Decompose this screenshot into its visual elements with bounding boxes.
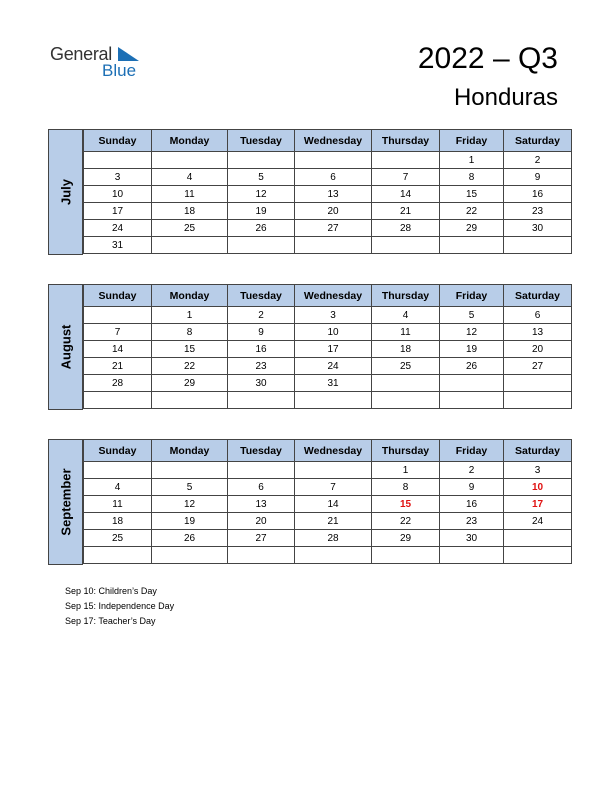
day-cell: 17 <box>504 496 572 513</box>
day-cell <box>295 547 372 564</box>
day-cell <box>228 392 295 409</box>
day-cell: 28 <box>84 375 152 392</box>
day-cell: 7 <box>295 479 372 496</box>
day-cell: 1 <box>372 462 440 479</box>
holiday-note: Sep 17: Teacher’s Day <box>65 616 156 626</box>
day-cell: 25 <box>84 530 152 547</box>
day-cell: 22 <box>152 358 228 375</box>
day-cell: 24 <box>504 513 572 530</box>
logo <box>50 44 150 84</box>
day-cell: 20 <box>504 341 572 358</box>
weekday-header-wednesday: Wednesday <box>295 130 372 152</box>
day-cell <box>295 462 372 479</box>
day-cell: 4 <box>372 307 440 324</box>
day-cell <box>295 237 372 254</box>
week-row <box>84 203 572 220</box>
weekday-header-thursday: Thursday <box>372 440 440 462</box>
week-row <box>84 547 572 564</box>
day-cell: 3 <box>84 169 152 186</box>
day-cell: 13 <box>504 324 572 341</box>
day-cell <box>372 547 440 564</box>
day-cell: 30 <box>504 220 572 237</box>
day-cell <box>372 237 440 254</box>
weekday-header-friday: Friday <box>440 130 504 152</box>
day-cell: 8 <box>152 324 228 341</box>
weekday-header-sunday: Sunday <box>84 440 152 462</box>
month-table <box>83 439 572 564</box>
day-cell: 29 <box>152 375 228 392</box>
day-cell: 16 <box>440 496 504 513</box>
day-cell: 3 <box>295 307 372 324</box>
day-cell: 10 <box>504 479 572 496</box>
month-tab <box>48 129 83 255</box>
day-cell: 6 <box>228 479 295 496</box>
logo-triangle-icon <box>118 47 139 61</box>
weekday-header-monday: Monday <box>152 285 228 307</box>
day-cell: 3 <box>504 462 572 479</box>
weekday-header-saturday: Saturday <box>504 130 572 152</box>
day-cell: 19 <box>228 203 295 220</box>
month-tab <box>48 284 83 410</box>
week-row <box>84 324 572 341</box>
day-cell <box>228 152 295 169</box>
day-cell: 16 <box>228 341 295 358</box>
day-cell: 13 <box>228 496 295 513</box>
day-cell: 4 <box>84 479 152 496</box>
day-cell: 1 <box>152 307 228 324</box>
week-row <box>84 496 572 513</box>
month-label: September <box>58 468 73 536</box>
day-cell: 31 <box>295 375 372 392</box>
day-cell <box>84 152 152 169</box>
week-row <box>84 307 572 324</box>
day-cell: 19 <box>440 341 504 358</box>
weekday-header-row <box>84 440 572 462</box>
day-cell: 24 <box>84 220 152 237</box>
weekday-header-sunday: Sunday <box>84 285 152 307</box>
day-cell: 29 <box>440 220 504 237</box>
day-cell: 16 <box>504 186 572 203</box>
weekday-header-tuesday: Tuesday <box>228 440 295 462</box>
day-cell <box>504 530 572 547</box>
day-cell: 18 <box>152 203 228 220</box>
day-cell <box>440 547 504 564</box>
day-cell <box>504 392 572 409</box>
month-block-august <box>48 284 564 410</box>
day-cell: 9 <box>504 169 572 186</box>
day-cell: 2 <box>440 462 504 479</box>
weekday-header-monday: Monday <box>152 130 228 152</box>
day-cell: 14 <box>295 496 372 513</box>
day-cell <box>504 547 572 564</box>
day-cell: 5 <box>228 169 295 186</box>
month-table <box>83 284 572 409</box>
day-cell: 28 <box>372 220 440 237</box>
day-cell: 11 <box>372 324 440 341</box>
day-cell: 2 <box>504 152 572 169</box>
day-cell: 21 <box>295 513 372 530</box>
day-cell: 12 <box>440 324 504 341</box>
day-cell: 17 <box>84 203 152 220</box>
day-cell: 14 <box>84 341 152 358</box>
holiday-notes <box>65 584 174 629</box>
day-cell: 26 <box>152 530 228 547</box>
day-cell: 15 <box>152 341 228 358</box>
day-cell <box>440 237 504 254</box>
day-cell <box>440 375 504 392</box>
weekday-header-friday: Friday <box>440 440 504 462</box>
week-row <box>84 513 572 530</box>
day-cell <box>152 547 228 564</box>
day-cell: 10 <box>84 186 152 203</box>
country-title: Honduras <box>453 84 558 111</box>
day-cell: 15 <box>440 186 504 203</box>
day-cell: 13 <box>295 186 372 203</box>
day-cell: 26 <box>228 220 295 237</box>
day-cell: 10 <box>295 324 372 341</box>
day-cell: 30 <box>440 530 504 547</box>
day-cell: 27 <box>504 358 572 375</box>
holiday-note: Sep 15: Independence Day <box>65 601 175 611</box>
logo-general-text: General <box>50 44 112 64</box>
day-cell <box>295 392 372 409</box>
day-cell: 4 <box>152 169 228 186</box>
day-cell: 9 <box>228 324 295 341</box>
week-row <box>84 220 572 237</box>
month-tab <box>48 439 83 565</box>
week-row <box>84 237 572 254</box>
day-cell: 18 <box>372 341 440 358</box>
day-cell: 24 <box>295 358 372 375</box>
day-cell: 26 <box>440 358 504 375</box>
weekday-header-tuesday: Tuesday <box>228 285 295 307</box>
day-cell: 22 <box>440 203 504 220</box>
day-cell: 9 <box>440 479 504 496</box>
day-cell: 20 <box>228 513 295 530</box>
day-cell: 7 <box>84 324 152 341</box>
day-cell <box>84 462 152 479</box>
day-cell <box>84 547 152 564</box>
day-cell: 14 <box>372 186 440 203</box>
day-cell: 8 <box>372 479 440 496</box>
weekday-header-row <box>84 285 572 307</box>
day-cell <box>372 375 440 392</box>
day-cell: 31 <box>84 237 152 254</box>
month-label: August <box>58 324 73 370</box>
day-cell <box>440 392 504 409</box>
day-cell: 30 <box>228 375 295 392</box>
day-cell: 5 <box>440 307 504 324</box>
day-cell: 11 <box>84 496 152 513</box>
week-row <box>84 375 572 392</box>
day-cell: 17 <box>295 341 372 358</box>
day-cell: 22 <box>372 513 440 530</box>
weekday-header-friday: Friday <box>440 285 504 307</box>
weekday-header-monday: Monday <box>152 440 228 462</box>
weekday-header-saturday: Saturday <box>504 285 572 307</box>
holiday-note: Sep 10: Children’s Day <box>65 586 157 596</box>
week-row <box>84 341 572 358</box>
day-cell <box>152 392 228 409</box>
month-label: July <box>58 178 73 206</box>
day-cell: 27 <box>228 530 295 547</box>
logo-blue-text: Blue <box>102 61 137 80</box>
week-row <box>84 186 572 203</box>
day-cell: 8 <box>440 169 504 186</box>
day-cell: 29 <box>372 530 440 547</box>
day-cell <box>228 462 295 479</box>
weekday-header-wednesday: Wednesday <box>295 440 372 462</box>
day-cell <box>228 547 295 564</box>
day-cell: 6 <box>504 307 572 324</box>
weekday-header-thursday: Thursday <box>372 130 440 152</box>
week-row <box>84 152 572 169</box>
day-cell: 15 <box>372 496 440 513</box>
day-cell: 23 <box>504 203 572 220</box>
weekday-header-wednesday: Wednesday <box>295 285 372 307</box>
day-cell <box>228 237 295 254</box>
weekday-header-thursday: Thursday <box>372 285 440 307</box>
month-block-july <box>48 129 564 255</box>
day-cell <box>84 392 152 409</box>
day-cell <box>504 375 572 392</box>
day-cell <box>84 307 152 324</box>
day-cell <box>152 237 228 254</box>
day-cell: 6 <box>295 169 372 186</box>
day-cell: 21 <box>372 203 440 220</box>
week-row <box>84 169 572 186</box>
day-cell: 20 <box>295 203 372 220</box>
day-cell: 23 <box>440 513 504 530</box>
day-cell: 5 <box>152 479 228 496</box>
month-block-september <box>48 439 564 565</box>
week-row <box>84 462 572 479</box>
day-cell <box>372 392 440 409</box>
day-cell: 25 <box>372 358 440 375</box>
day-cell: 12 <box>152 496 228 513</box>
page-title: 2022 – Q3 <box>417 42 558 75</box>
weekday-header-row <box>84 130 572 152</box>
day-cell <box>504 237 572 254</box>
day-cell: 2 <box>228 307 295 324</box>
week-row <box>84 358 572 375</box>
week-row <box>84 530 572 547</box>
day-cell <box>152 462 228 479</box>
day-cell: 19 <box>152 513 228 530</box>
day-cell: 28 <box>295 530 372 547</box>
day-cell <box>295 152 372 169</box>
weekday-header-saturday: Saturday <box>504 440 572 462</box>
day-cell: 11 <box>152 186 228 203</box>
day-cell: 1 <box>440 152 504 169</box>
day-cell: 25 <box>152 220 228 237</box>
day-cell: 18 <box>84 513 152 530</box>
month-table <box>83 129 572 254</box>
day-cell: 27 <box>295 220 372 237</box>
day-cell: 23 <box>228 358 295 375</box>
weekday-header-tuesday: Tuesday <box>228 130 295 152</box>
week-row <box>84 479 572 496</box>
week-row <box>84 392 572 409</box>
day-cell: 7 <box>372 169 440 186</box>
day-cell: 12 <box>228 186 295 203</box>
day-cell: 21 <box>84 358 152 375</box>
weekday-header-sunday: Sunday <box>84 130 152 152</box>
day-cell <box>152 152 228 169</box>
day-cell <box>372 152 440 169</box>
